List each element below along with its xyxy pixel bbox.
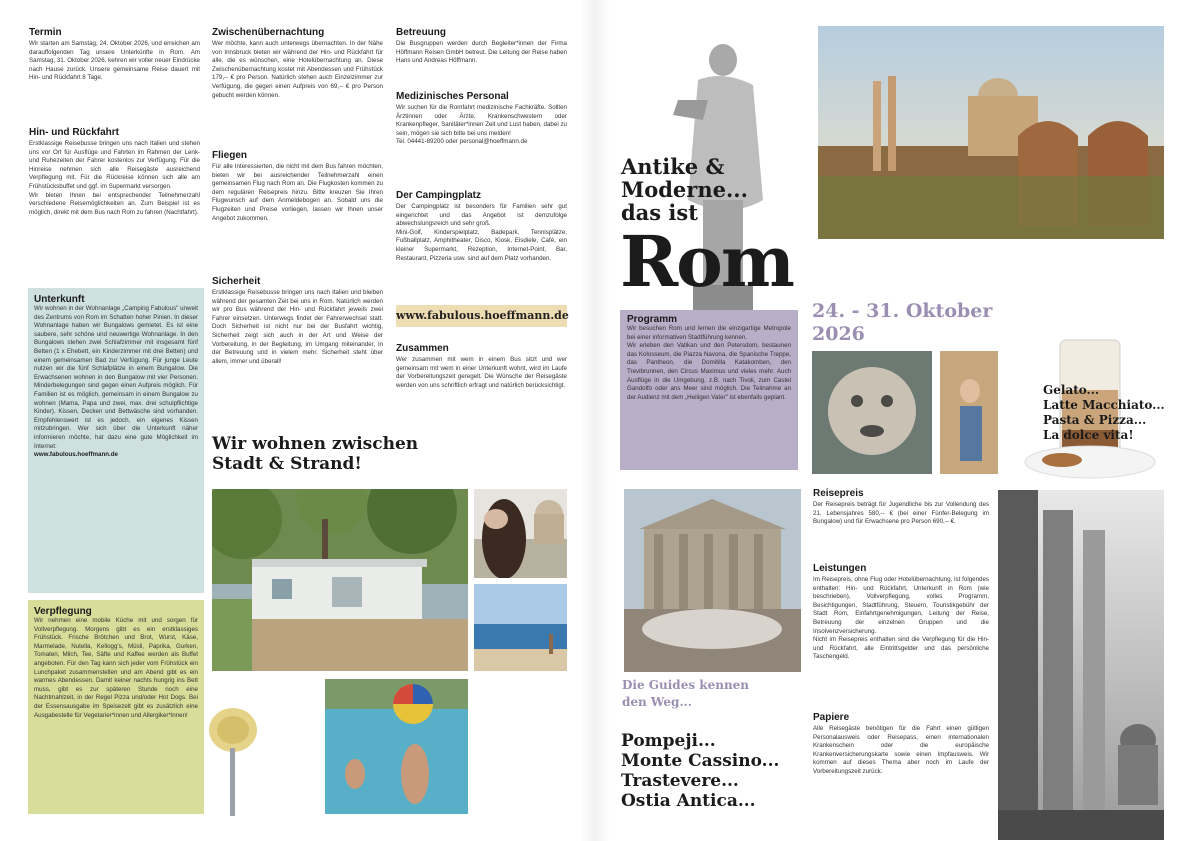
guides-caption: Die Guides kennen den Weg... [622,678,750,709]
papiere-heading: Papiere [813,712,850,723]
medizin-heading: Medizinisches Personal [396,91,509,102]
hinrueck-text: Erstklassige Reisebusse bringen uns nach Italien und stehen uns vor Ort für Ausflüge und Fahrten im Rahmen der Lenk- und Ruhezeiten der Fahrer kostenlos zur Verfügung. Für die Hinreise nehmen sich alle Reisegäste ausreichend Verpflegung mit. Für die Rückreise können sich alle am Frühstücksbuffet und ggf. im Supermarkt versorgen. Wir bieten Ihnen bei entsprechender Teilnehmerzahl verschiedene Reisemöglichkeiten an. Zum Beispiel ist es möglich, direkt mit dem Bus nach Rom zu fahren (Nachtfahrt). [29,140,200,216]
medizin-text: Wir suchen für die Romfahrt medizinische Fachkräfte. Sollten Ärztinnen oder Ärzte, Krankenschwestern oder Krankenpfleger, Sanitäter*innen Zeit und Lust haben, dabei zu sein, mögen sie sich bitte bei uns melden! Tel. 04441-89200 oder personal@hoeffmann.de [396,104,567,146]
fold-shadow [580,0,610,841]
castel-photo [474,489,567,578]
beach-photo [474,584,567,671]
leistungen-text: Im Reisepreis, ohne Flug oder Hotelübernachtung, ist folgendes enthalten: Hin- und Rückfahrt, Unterkunft in Rom (wie beschrieben), Vollverpflegung, volles Programm, Besichtigungen, Stadtführung, Steuern, Touristikgebühr der Stadt Rom, Einfahrtgenehmigungen, Leitung der Reise, Betreuung der einzelnen Gruppen und die Insolvenzversicherung. Nicht im Reisepreis enthalten sind die Verpflegung für die Hin- und Rückfahrt, alle Eintrittsgelder und das persönliche Taschengeld. [813,576,989,661]
section-reisepreis [813,488,989,527]
section-leistungen [813,563,989,662]
section-fliegen [212,150,383,223]
section-zwischen [212,27,383,100]
zwischen-heading: Zwischenübernachtung [212,27,325,38]
fliegen-text: Für alle Interessierten, die nicht mit dem Bus fahren möchten, bieten wir bei ausreichender Teilnehmerzahl einen gemeinsamen Flug nach Rom an. Die Flugkosten kommen zu dem regulären Reisepreis hinzu. Bitte kreuzen Sie Ihren Flugwunsch auf dem Anmeldebogen an. Sobald uns die Flugzeiten und Preise vorliegen, lassen wir Ihnen unser Angebot zukommen. [212,163,383,222]
section-medizin [396,91,567,147]
section-camping [396,190,567,263]
verpflegung-heading: Verpflegung [34,606,92,617]
section-hinrueck [29,127,200,217]
wohnen-headline: Wir wohnen zwischen Stadt & Strand! [212,434,419,474]
betreuung-text: Die Busgruppen werden durch Begleiter*innen der Firma Höffmann Reisen GmbH betreut. Die Leitung der Reise haben Hans und Andreas Höffmann. [396,40,567,65]
programm-box [620,310,798,470]
colonnade-photo [998,490,1164,840]
bocca-della-verita-photo [812,351,932,474]
zwischen-text: Wer möchte, kann auch unterwegs übernachten. In der Nähe von Innsbruck bieten wir während der Hin- und Rückfahrt für alle, die es wünschen, eine Hotelübernachtung an. Diese Zwischenübernachtung kostet mit Abendessen und Frühstück 179,-- € pro Person. Natürlich stehen auch Einzelzimmer zur Verfügung, die gegen einen Aufpreis von 69,-- € pro Person gebucht werden können. [212,40,383,99]
forum-photo [818,26,1164,239]
reisepreis-text: Der Reisepreis beträgt für Jugendliche bis zur Vollendung des 21. Lebensjahres 580,-- € (bei einer Fünfer-Belegung im Bungalow) und für Erwachsene pro Person 690,-- €. [813,501,989,526]
pool-photo [325,679,468,814]
unterkunft-link[interactable]: www.fabulous.hoeffmann.de [34,451,118,459]
termin-heading: Termin [29,27,62,38]
section-papiere [813,712,989,777]
dates-heading: 24. - 31. Oktober 2026 [812,300,993,345]
section-zusammen [396,343,567,390]
reisepreis-heading: Reisepreis [813,488,864,499]
section-termin [29,27,200,83]
bungalow-photo [212,489,468,671]
hinrueck-heading: Hin- und Rückfahrt [29,127,119,138]
leistungen-heading: Leistungen [813,563,867,574]
programm-heading: Programm [627,314,678,325]
title-antike: Antike & Moderne... das ist [621,154,748,225]
programm-text: Wir besuchen Rom und lernen die einzigartige Metropole bei einer informativen Stadtführung kennen. Wir erleben den Vatikan und den Petersdom, bestaunen das Kolosseum, die Piazza Navona, die Spanische Treppe, das Pantheon, die Domitilla Katakomben, den Trevibrunnen, den Circus Maximus und vieles mehr. Auch Ausflüge in die Umgebung, z.B. nach Tivoli, zum Castel Gandolfo oder ans Meer sind möglich. Die Teilnahme an der Audienz mit dem „Heiligen Vater" ist ebenfalls geplant. [627,325,791,401]
betreuung-heading: Betreuung [396,27,446,38]
destinations-list: Pompeji... Monte Cassino... Trastevere... Ostia Antica... [621,731,780,811]
camping-heading: Der Campingplatz [396,190,482,201]
title-rom: Rom [620,220,793,303]
fliegen-heading: Fliegen [212,150,248,161]
unterkunft-text: Wir wohnen in der Wohnanlage „Camping Fabulous" unweit des Zentrums von Rom im Schatten hoher Pinien. In dieser Wohnanlage haben wir Bungalows gemietet. Es ist eine saubere, sehr schöne und neuwertige Wohnanlage. In den Bungalows stehen zwei Schlafzimmer mit insgesamt fünf Betten (1 x Ehebett, ein Kinderzimmer mit drei Betten) und einem gemeinsamen Bad zur Verfügung. Für junge Leute nutzen wir die fünf Schlafplätze in einem Bungalow. Die Erwachsenen wohnen in den Bungalow mit vier Personen. Minderbelegungen sind gegen einen Aufpreis möglich. Für Familien ist es möglich, gemeinsam in einem Bungalow zu wohnen (Mama, Papa und zwei, max. drei schulpflichtige Kinder). Kissen, Decken und Bettwäsche sind vorhanden. Empfehlenswert ist es jedoch, ein eigenes Kissen mitzubringen. Wer sich über die Unterkunft näher informieren möchte, hat dazu eine gute Möglichkeit im Internet: [34,305,198,450]
pasta-fork-image [203,700,261,818]
gelato-girl-photo [940,351,998,474]
unterkunft-heading: Unterkunft [34,294,85,305]
papiere-text: Alle Reisegäste benötigen für die Fahrt einen gültigen Personalausweis oder Reisepass, einen internationalen Krankenschein oder die europäische Krankenversicherungskarte sowie einen Impfausweis. Wir kommen auf dieses Thema aber noch im Laufe der Vorbereitungszeit zurück. [813,725,989,775]
sicherheit-heading: Sicherheit [212,276,261,287]
unterkunft-box [28,288,204,593]
zusammen-text: Wer zusammen mit wem in einem Bus sitzt und wer gemeinsam mit wem in einer Unterkunft wohnt, wird im Laufe der Vorbereitungszeit geregelt. Die Wünsche der Reisegäste werden von uns schriftlich erfragt und natürlich berücksichtigt. [396,356,567,389]
section-betreuung [396,27,567,66]
verpflegung-box [28,600,204,814]
zusammen-heading: Zusammen [396,343,449,354]
pantheon-group-photo [624,489,801,672]
termin-text: Wir starten am Samstag, 24. Oktober 2026, und erreichen am darauffolgenden Tag unsere Unterkünfte in Rom. Am Samstag, 31. Oktober 2026, kehren wir voller neuer Eindrücke nach Hause zurück. Unsere gemeinsame Reise dauert mit Hin- und Rückfahrt 8 Tage. [29,40,200,82]
url-banner[interactable]: www.fabulous.hoeffmann.de [396,305,567,327]
food-tagline: Gelato... Latte Macchiato... Pasta & Pizza... La dolce vita! [1043,383,1165,442]
section-sicherheit [212,276,383,366]
verpflegung-text: Wir nehmen eine mobile Küche mit und sorgen für Vollverpflegung. Morgens gibt es ein erstklassiges Frühstück. Frische Brötchen und Brot, Wurst, Käse, Marmelade, Nutella, Kellogg's, Müsli, Paprika, Gurken, Tomaten, Milch, Tee, Säfte und Kaffee werden als Buffet angeboten. Für den Tag kann sich jeder vom Frühstück ein Lunchpaket zusammenstellen und am Abend gibt es ein warmes Abendessen. Damit keiner nachts hungrig ins Bett muss, gibt es zur späteren Stunde noch eine Nachtmahlzeit, in der Regel Pizza und/oder Hot Dogs. Bei der Essensausgabe im Speisezelt gibt es zusätzlich eine Ausgabestelle für Vegetarier*innen und Allergiker*innen! [34,617,198,719]
sicherheit-text: Erstklassige Reisebusse bringen uns nach Italien und bleiben während der gesamten Zeit bei uns in Rom. Natürlich werden wir pro Bus während der Hin- und Rückfahrt jeweils zwei Fahrer einsetzen. Unterwegs findet der Fahrerwechsel statt. Doch Sicherheit ist nicht nur bei der Busfahrt wichtig, Sicherheit zeigt sich auch in der Art und Weise der Vorbereitung, in der Begleitung, im Umgang miteinander, in der Betreuung und in vielem mehr. Sicherheit steht über allem, immer und überall! [212,289,383,365]
camping-text: Der Campingplatz ist besonders für Familien sehr gut eingerichtet und das Angebot ist demzufolge abwechslungsreich und sehr groß. Mini-Golf, Kinderspielplatz, Badepark, Tennisplätze, Fußballplatz, Amphitheater, Disco, Kiosk, Eisdiele, Café, ein kleiner Supermarkt, Rezeption, Internet-Point, Bar, Restaurant, Pizzeria usw. sind auf dem Platz vorhanden. [396,203,567,262]
